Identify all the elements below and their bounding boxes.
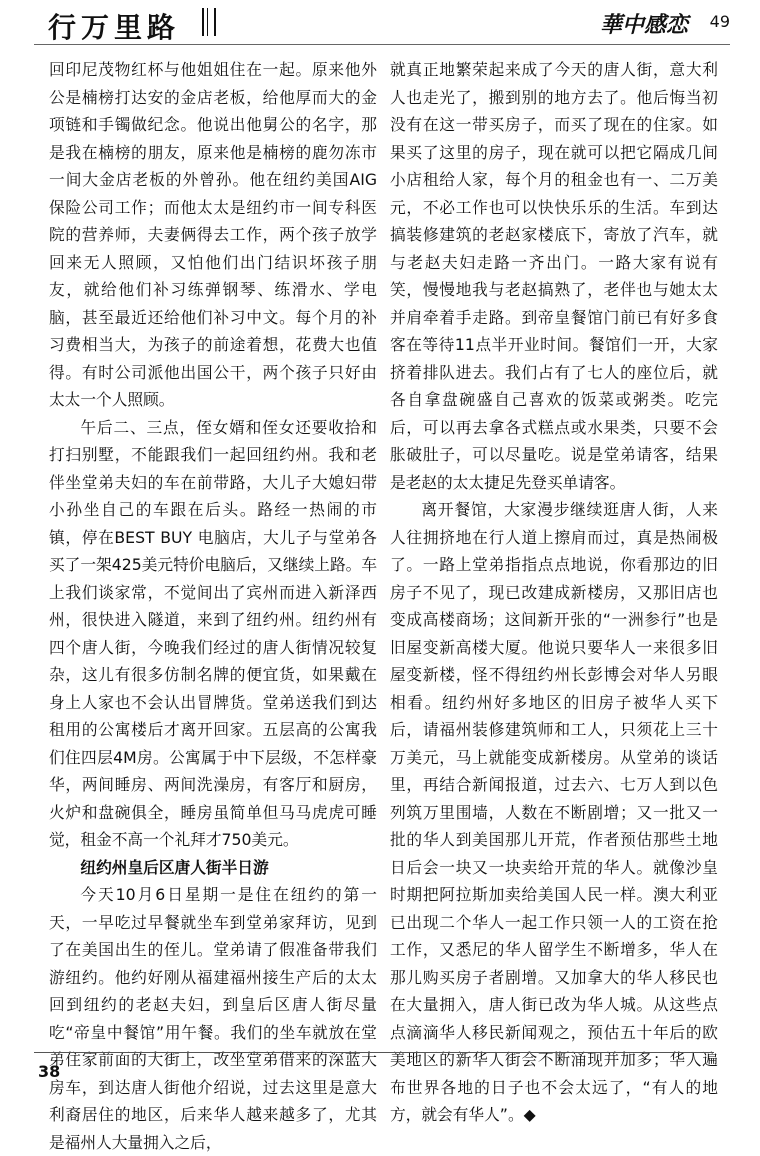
right-paragraph-2: 离开餐馆，大家漫步继续逛唐人街，人来人往拥挤地在行人道上擦肩而过，真是热闹极了。一路上堂弟指指点点地说，你看那边的旧房子不见了，现已改建成新楼房，又那旧店也变成高楼商场；这间新开张的“一洲参行”也是旧屋变新高楼大厦。他说只要华人一来很多旧屋变新楼，怪不得纽约州长彭博会对华人另眼相看。纽约州好多地区的旧房子被华人买下后，请福州装修建筑师和工人，只须花上三十万美元，马上就能变成新楼房。从堂弟的谈话里，再结合新闻报道，过去六、七万人到以色列筑万里围墙，人数在不断剧增；又一批又一批的华人到美国那儿开荒，作者预估那些土地日后会一块又一块卖给开荒的华人。就像沙皇时期把阿拉斯加卖给美国人民一样。澳大利亚已出现二个华人一起工作只领一人的工资在抢工作，又悉尼的华人留学生不断增多，华人在那儿购买房子者剧增。又加拿大的华人移民也在大量拥入，唐人街已改为华人城。从这些点点滴滴华人移民新闻观之，预估五十年后的欧美地区的新华人街会不断涌现并加多；华人遍布世界各地的日子也不会太远了，“有人的地方，就会有华人”。◆ <box>390 500 718 1124</box>
subheading: 纽约州皇后区唐人街半日游 <box>80 857 269 877</box>
left-paragraph-1: 回印尼茂物红杯与他姐姐住在一起。原来他外公是楠榜打达安的金店老板，给他厚而大的金项链和手镯做纪念。他说出他舅公的名字，那是我在楠榜的朋友，原来他是楠榜的鹿勿冻市一间大金店老板的外曾孙。他在纽约美国AIG 保险公司工作；而他太太是纽约市一间专科医院的营养师，夫妻俩得去工作，两个孩子放学回来无人照顾，又怕他们出门结识坏孩子朋友，就给他们补习练弹钢琴、练滑水、学电脑，甚至最近还给他们补习中文。每个月的补习费相当大，为孩子的前途着想，花费大也值得。有时公司派他出国公干，两个孩子只好由太太一个人照顾。 <box>49 60 377 409</box>
footer-divider <box>34 1052 714 1053</box>
page-header <box>34 0 730 46</box>
section-title: 行万里路 <box>48 11 181 44</box>
right-paragraph-1: 就真正地繁荣起来成了今天的唐人街，意大利人也走光了，搬到别的地方去了。他后悔当初没有在这一带买房子，而买了现在的住家。如果买了这里的房子，现在就可以把它隔成几间小店租给人家，每个月的租金也有一、二万美元，不必工作也可以快快乐乐的生活。车到达搞装修建筑的老赵家楼底下，寄放了汽车，就与老赵夫妇走路一齐出门。一路大家有说有笑，慢慢地我与老赵搞熟了，老伴也与她太太并肩牵着手走路。到帝皇餐馆门前已有好多食客在等待11点半开业时间。餐馆们一开，大家挤着排队进去。我们占有了七人的座位后，就各自拿盘碗盛自己喜欢的饭菜或粥类。吃完后，可以再去拿各式糕点或水果类，只要不会胀破肚子，可以尽量吃。说是堂弟请客，结果是老赵的太太捷足先登买单请客。 <box>390 60 718 492</box>
left-paragraph-2: 午后二、三点，侄女婿和侄女还要收拾和打扫别墅，不能跟我们一起回纽约州。我和老伴坐堂弟夫妇的车在前带路，大儿子大媳妇带小孙坐自己的车跟在后头。路经一热闹的市镇，停在BEST BUY 电脑店，大儿子与堂弟各买了一架425美元特价电脑后，又继续上路。车上我们谈家常，不觉间出了宾州而进入新泽西州，很快进入隧道，来到了纽约州。纽约州有四个唐人街，今晚我们经过的唐人街情况较复杂，这儿有很多仿制名牌的便宜货，如果戴在身上人家也不会认出冒牌货。堂弟送我们到达租用的公寓楼后才离开回家。五层高的公寓我们住四层4M房。公寓属于中下层级，不怎样豪华，两间睡房、两间洗澡房，有客厅和厨房，火炉和盘碗俱全，睡房虽简单但马马虎虎可睡觉，租金不高一个礼拜才750美元。 <box>49 417 378 849</box>
right-column <box>390 56 718 1129</box>
footer-page-number: 38 <box>38 1062 61 1081</box>
title-bars-decoration <box>202 8 216 36</box>
left-paragraph-3: 今天10月6日星期一是住在纽约的第一天，一早吃过早餐就坐车到堂弟家拜访，见到了在美国出生的侄儿。堂弟请了假准备带我们游纽约。他约好刚从福建福州接生产后的太太回到纽约的老赵夫妇，到皇后区唐人街尽量吃“帝皇中餐馆”用午餐。我们的坐车就放在堂弟住家前面的大街上，改坐堂弟借来的深蓝大房车，到达唐人街他介绍说，过去这里是意大利裔居住的地区，后来华人越来越多了，尤其是福州人大量拥入之后， <box>49 885 377 1152</box>
header-page-number: 49 <box>709 12 730 31</box>
header-divider <box>34 44 730 45</box>
magazine-logo: 華中感恋 <box>599 12 688 38</box>
left-column <box>49 56 377 1156</box>
